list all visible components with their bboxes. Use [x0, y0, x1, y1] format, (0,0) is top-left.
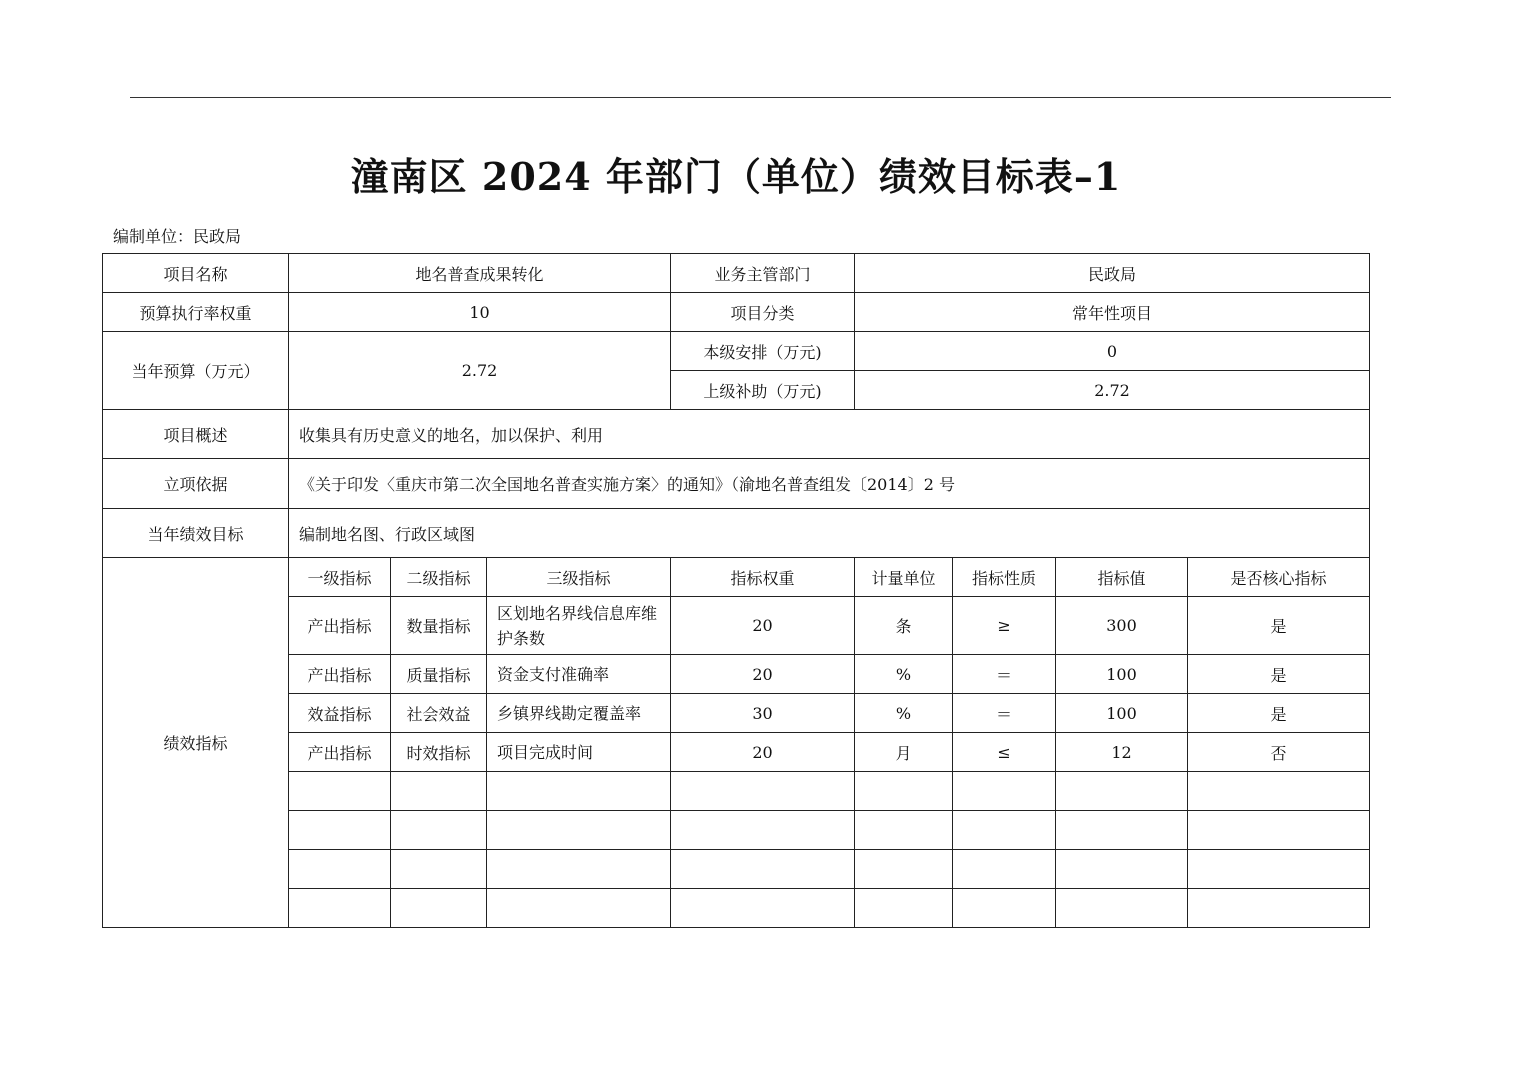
cell-core: 是	[1188, 655, 1370, 694]
row-weight	[103, 293, 1370, 332]
header-weight: 指标权重	[671, 558, 855, 597]
cell-unit: 月	[855, 733, 953, 772]
cell-core: 是	[1188, 694, 1370, 733]
row-basis	[103, 459, 1370, 509]
summary-value: 收集具有历史意义的地名，加以保护、利用	[289, 410, 1370, 459]
cell-weight: 20	[671, 733, 855, 772]
basis-label: 立项依据	[103, 459, 289, 509]
project-name-label: 项目名称	[103, 254, 289, 293]
indicator-header-row	[103, 558, 1370, 597]
empty-row	[103, 772, 1370, 811]
cell-unit: %	[855, 655, 953, 694]
cell-value: 100	[1056, 655, 1188, 694]
cell-value: 300	[1056, 597, 1188, 655]
cell-nature: ＝	[953, 694, 1056, 733]
category-value: 常年性项目	[855, 293, 1370, 332]
local-value: 0	[855, 332, 1370, 371]
subsidy-value: 2.72	[855, 371, 1370, 410]
cell-l2: 质量指标	[391, 655, 487, 694]
empty-row	[103, 850, 1370, 889]
header-unit: 计量单位	[855, 558, 953, 597]
budget-label: 当年预算（万元）	[103, 332, 289, 410]
table-row	[103, 597, 1370, 655]
cell-l3: 区划地名界线信息库维护条数	[487, 597, 671, 655]
header-l1: 一级指标	[289, 558, 391, 597]
cell-l3: 乡镇界线勘定覆盖率	[487, 694, 671, 733]
dept-label: 业务主管部门	[671, 254, 855, 293]
empty-row	[103, 889, 1370, 928]
compiling-unit: 编制单位：民政局	[113, 227, 242, 246]
cell-core: 否	[1188, 733, 1370, 772]
header-l3: 三级指标	[487, 558, 671, 597]
cell-weight: 20	[671, 597, 855, 655]
page-title: 潼南区 2024 年部门（单位）绩效目标表–1	[350, 154, 1122, 199]
subsidy-label: 上级补助（万元)	[671, 371, 855, 410]
weight-label: 预算执行率权重	[103, 293, 289, 332]
table-row	[103, 655, 1370, 694]
indicators-label: 绩效指标	[103, 558, 289, 928]
cell-l2: 社会效益	[391, 694, 487, 733]
table-row	[103, 733, 1370, 772]
goal-value: 编制地名图、行政区域图	[289, 509, 1370, 558]
table-row	[103, 694, 1370, 733]
weight-value: 10	[289, 293, 671, 332]
row-project	[103, 254, 1370, 293]
performance-table	[102, 253, 1370, 928]
cell-weight: 30	[671, 694, 855, 733]
cell-value: 12	[1056, 733, 1188, 772]
empty-row	[103, 811, 1370, 850]
cell-core: 是	[1188, 597, 1370, 655]
row-summary	[103, 410, 1370, 459]
header-nature: 指标性质	[953, 558, 1056, 597]
cell-value: 100	[1056, 694, 1188, 733]
cell-l3: 资金支付准确率	[487, 655, 671, 694]
cell-l1: 效益指标	[289, 694, 391, 733]
header-rule	[130, 97, 1391, 98]
header-core: 是否核心指标	[1188, 558, 1370, 597]
cell-l2: 数量指标	[391, 597, 487, 655]
cell-nature: ≥	[953, 597, 1056, 655]
category-label: 项目分类	[671, 293, 855, 332]
cell-nature: ＝	[953, 655, 1056, 694]
row-goal	[103, 509, 1370, 558]
cell-unit: %	[855, 694, 953, 733]
cell-l2: 时效指标	[391, 733, 487, 772]
cell-nature: ≤	[953, 733, 1056, 772]
header-value: 指标值	[1056, 558, 1188, 597]
cell-l1: 产出指标	[289, 655, 391, 694]
dept-value: 民政局	[855, 254, 1370, 293]
budget-value: 2.72	[289, 332, 671, 410]
basis-value: 《关于印发〈重庆市第二次全国地名普查实施方案〉的通知》（渝地名普查组发〔2014〕2 号	[289, 459, 1370, 509]
project-name: 地名普查成果转化	[289, 254, 671, 293]
cell-l1: 产出指标	[289, 597, 391, 655]
goal-label: 当年绩效目标	[103, 509, 289, 558]
cell-l3: 项目完成时间	[487, 733, 671, 772]
row-budget	[103, 332, 1370, 371]
summary-label: 项目概述	[103, 410, 289, 459]
header-l2: 二级指标	[391, 558, 487, 597]
cell-unit: 条	[855, 597, 953, 655]
cell-l1: 产出指标	[289, 733, 391, 772]
local-label: 本级安排（万元)	[671, 332, 855, 371]
cell-weight: 20	[671, 655, 855, 694]
